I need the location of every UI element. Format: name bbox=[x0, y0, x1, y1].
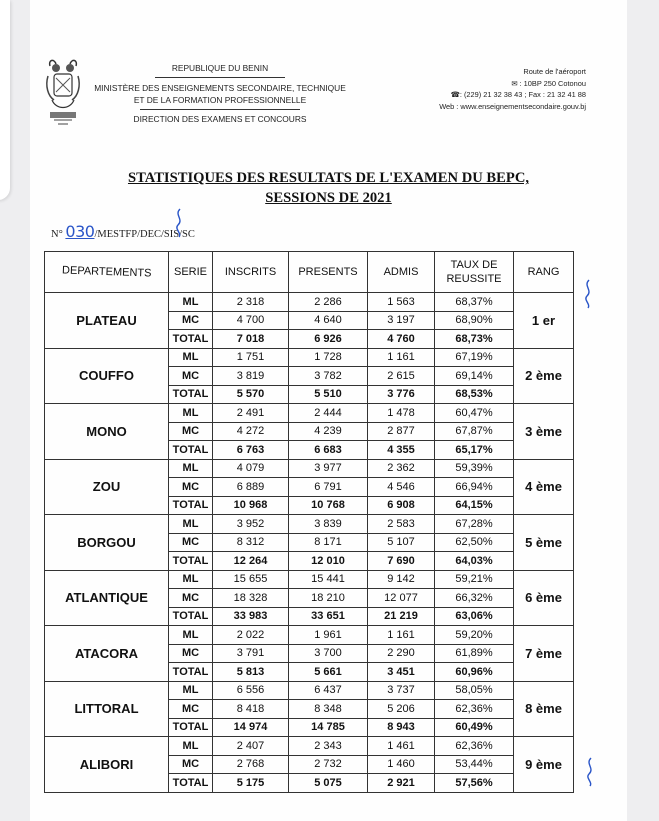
cell-presents: 2 286 bbox=[289, 293, 368, 312]
cell-serie: MC bbox=[169, 478, 213, 497]
cell-inscrits: 1 751 bbox=[213, 348, 289, 367]
cell-inscrits: 2 407 bbox=[213, 737, 289, 756]
reference-handwritten-number: 030 bbox=[65, 222, 95, 241]
column-header: SERIE bbox=[169, 252, 213, 293]
reference-suffix: /MESTFP/DEC/SIS/SC bbox=[94, 229, 195, 240]
cell-serie: ML bbox=[169, 681, 213, 700]
cell-presents: 10 768 bbox=[289, 496, 368, 515]
cell-presents: 8 171 bbox=[289, 533, 368, 552]
cell-inscrits: 4 079 bbox=[213, 459, 289, 478]
cell-presents: 6 926 bbox=[289, 330, 368, 349]
signature-mark-icon bbox=[583, 756, 597, 788]
department-rank: 8 ème bbox=[514, 681, 574, 737]
cell-serie: TOTAL bbox=[169, 663, 213, 682]
cell-admis: 1 161 bbox=[368, 348, 435, 367]
document-page bbox=[30, 0, 627, 821]
department-rank: 5 ème bbox=[514, 515, 574, 571]
cell-admis: 2 583 bbox=[368, 515, 435, 534]
cell-serie: MC bbox=[169, 367, 213, 386]
cell-inscrits: 14 974 bbox=[213, 718, 289, 737]
department-rank: 7 ème bbox=[514, 626, 574, 682]
cell-admis: 2 615 bbox=[368, 367, 435, 386]
cell-inscrits: 18 328 bbox=[213, 589, 289, 608]
cell-presents: 12 010 bbox=[289, 552, 368, 571]
cell-inscrits: 6 889 bbox=[213, 478, 289, 497]
cell-admis: 1 478 bbox=[368, 404, 435, 423]
cell-taux: 62,36% bbox=[435, 700, 514, 719]
table-row bbox=[45, 404, 574, 423]
header-rule bbox=[140, 109, 300, 110]
cell-presents: 3 839 bbox=[289, 515, 368, 534]
cell-taux: 57,56% bbox=[435, 774, 514, 793]
cell-inscrits: 2 318 bbox=[213, 293, 289, 312]
cell-taux: 68,90% bbox=[435, 311, 514, 330]
direction-name: DIRECTION DES EXAMENS ET CONCOURS bbox=[133, 113, 307, 124]
department-rank: 3 ème bbox=[514, 404, 574, 460]
results-table bbox=[44, 251, 574, 793]
ministry-header bbox=[70, 62, 370, 125]
ministry-name: MINISTÈRE DES ENSEIGNEMENTS SECONDAIRE, TECHNIQUE bbox=[94, 82, 346, 93]
cell-inscrits: 33 983 bbox=[213, 607, 289, 626]
cell-presents: 2 444 bbox=[289, 404, 368, 423]
department-rank: 4 ème bbox=[514, 459, 574, 515]
cell-presents: 33 651 bbox=[289, 607, 368, 626]
table-row bbox=[45, 459, 574, 478]
cell-admis: 3 451 bbox=[368, 663, 435, 682]
cell-admis: 8 943 bbox=[368, 718, 435, 737]
cell-admis: 5 206 bbox=[368, 700, 435, 719]
cell-presents: 1 961 bbox=[289, 626, 368, 645]
cell-inscrits: 8 312 bbox=[213, 533, 289, 552]
cell-serie: MC bbox=[169, 589, 213, 608]
table-row bbox=[45, 515, 574, 534]
cell-presents: 6 437 bbox=[289, 681, 368, 700]
cell-serie: MC bbox=[169, 311, 213, 330]
cell-serie: MC bbox=[169, 700, 213, 719]
cell-serie: ML bbox=[169, 404, 213, 423]
cell-inscrits: 5 813 bbox=[213, 663, 289, 682]
cell-serie: ML bbox=[169, 737, 213, 756]
cell-presents: 3 700 bbox=[289, 644, 368, 663]
cell-serie: ML bbox=[169, 626, 213, 645]
cell-presents: 2 343 bbox=[289, 737, 368, 756]
cell-serie: ML bbox=[169, 515, 213, 534]
department-rank: 9 ème bbox=[514, 737, 574, 793]
cell-taux: 60,47% bbox=[435, 404, 514, 423]
side-card bbox=[0, 0, 10, 200]
cell-serie: ML bbox=[169, 570, 213, 589]
cell-inscrits: 2 768 bbox=[213, 755, 289, 774]
cell-serie: TOTAL bbox=[169, 552, 213, 571]
cell-admis: 7 690 bbox=[368, 552, 435, 571]
cell-serie: MC bbox=[169, 644, 213, 663]
cell-admis: 3 197 bbox=[368, 311, 435, 330]
cell-taux: 68,37% bbox=[435, 293, 514, 312]
table-row bbox=[45, 681, 574, 700]
cell-presents: 5 075 bbox=[289, 774, 368, 793]
table-row bbox=[45, 348, 574, 367]
table-row bbox=[45, 570, 574, 589]
cell-taux: 59,21% bbox=[435, 570, 514, 589]
cell-presents: 4 239 bbox=[289, 422, 368, 441]
cell-inscrits: 2 022 bbox=[213, 626, 289, 645]
ministry-name-2: ET DE LA FORMATION PROFESSIONNELLE bbox=[133, 95, 307, 105]
cell-admis: 1 460 bbox=[368, 755, 435, 774]
department-name: PLATEAU bbox=[45, 293, 169, 349]
cell-serie: TOTAL bbox=[169, 441, 213, 460]
cell-serie: TOTAL bbox=[169, 774, 213, 793]
cell-inscrits: 7 018 bbox=[213, 330, 289, 349]
cell-inscrits: 2 491 bbox=[213, 404, 289, 423]
cell-admis: 2 362 bbox=[368, 459, 435, 478]
table-header-row bbox=[45, 252, 574, 293]
cell-inscrits: 5 570 bbox=[213, 385, 289, 404]
title-line-2: SESSIONS DE 2021 bbox=[265, 190, 392, 206]
department-name: COUFFO bbox=[45, 348, 169, 404]
column-header: INSCRITS bbox=[213, 252, 289, 293]
column-header: RANG bbox=[514, 252, 574, 293]
cell-presents: 14 785 bbox=[289, 718, 368, 737]
cell-presents: 5 510 bbox=[289, 385, 368, 404]
cell-presents: 6 791 bbox=[289, 478, 368, 497]
department-name: ATLANTIQUE bbox=[45, 570, 169, 626]
cell-admis: 21 219 bbox=[368, 607, 435, 626]
cell-taux: 60,96% bbox=[435, 663, 514, 682]
department-rank: 2 ème bbox=[514, 348, 574, 404]
cell-inscrits: 10 968 bbox=[213, 496, 289, 515]
cell-admis: 2 290 bbox=[368, 644, 435, 663]
cell-taux: 67,19% bbox=[435, 348, 514, 367]
mailbox-line: ✉ : 10BP 250 Cotonou bbox=[511, 78, 586, 88]
cell-inscrits: 12 264 bbox=[213, 552, 289, 571]
column-header: DEPARTEMENTS bbox=[45, 252, 169, 293]
cell-admis: 4 355 bbox=[368, 441, 435, 460]
cell-presents: 18 210 bbox=[289, 589, 368, 608]
cell-admis: 1 161 bbox=[368, 626, 435, 645]
cell-taux: 68,73% bbox=[435, 330, 514, 349]
cell-taux: 62,36% bbox=[435, 737, 514, 756]
cell-inscrits: 4 700 bbox=[213, 311, 289, 330]
cell-admis: 9 142 bbox=[368, 570, 435, 589]
cell-taux: 66,94% bbox=[435, 478, 514, 497]
department-name: ALIBORI bbox=[45, 737, 169, 793]
cell-serie: MC bbox=[169, 422, 213, 441]
cell-taux: 64,03% bbox=[435, 552, 514, 571]
address-line: Route de l'aéroport bbox=[523, 67, 586, 76]
cell-serie: TOTAL bbox=[169, 385, 213, 404]
table-row bbox=[45, 737, 574, 756]
cell-inscrits: 6 763 bbox=[213, 441, 289, 460]
table-row bbox=[45, 293, 574, 312]
cell-serie: TOTAL bbox=[169, 330, 213, 349]
cell-admis: 3 776 bbox=[368, 385, 435, 404]
cell-presents: 3 977 bbox=[289, 459, 368, 478]
cell-admis: 6 908 bbox=[368, 496, 435, 515]
cell-admis: 1 563 bbox=[368, 293, 435, 312]
cell-inscrits: 4 272 bbox=[213, 422, 289, 441]
column-header: TAUX DE REUSSITE bbox=[435, 252, 514, 293]
cell-serie: TOTAL bbox=[169, 718, 213, 737]
cell-presents: 1 728 bbox=[289, 348, 368, 367]
cell-serie: ML bbox=[169, 293, 213, 312]
cell-taux: 66,32% bbox=[435, 589, 514, 608]
phone-line: ☎: (229) 21 32 38 43 ; Fax : 21 32 41 88 bbox=[450, 90, 586, 99]
department-rank: 6 ème bbox=[514, 570, 574, 626]
cell-inscrits: 3 791 bbox=[213, 644, 289, 663]
cell-taux: 64,15% bbox=[435, 496, 514, 515]
header-rule bbox=[155, 77, 285, 78]
cell-taux: 61,89% bbox=[435, 644, 514, 663]
department-name: MONO bbox=[45, 404, 169, 460]
cell-taux: 65,17% bbox=[435, 441, 514, 460]
cell-inscrits: 3 952 bbox=[213, 515, 289, 534]
cell-serie: MC bbox=[169, 533, 213, 552]
reference-prefix: N° bbox=[51, 229, 63, 240]
department-name: ATACORA bbox=[45, 626, 169, 682]
cell-presents: 2 732 bbox=[289, 755, 368, 774]
signature-mark-icon bbox=[172, 207, 186, 239]
title-line-1: STATISTIQUES DES RESULTATS DE L'EXAMEN DU BEPC, bbox=[127, 170, 530, 186]
cell-presents: 3 782 bbox=[289, 367, 368, 386]
cell-admis: 2 921 bbox=[368, 774, 435, 793]
cell-taux: 67,87% bbox=[435, 422, 514, 441]
cell-admis: 3 737 bbox=[368, 681, 435, 700]
column-header: ADMIS bbox=[368, 252, 435, 293]
cell-taux: 63,06% bbox=[435, 607, 514, 626]
cell-inscrits: 8 418 bbox=[213, 700, 289, 719]
contact-block bbox=[366, 66, 586, 112]
cell-inscrits: 3 819 bbox=[213, 367, 289, 386]
cell-taux: 59,39% bbox=[435, 459, 514, 478]
cell-taux: 67,28% bbox=[435, 515, 514, 534]
cell-taux: 68,53% bbox=[435, 385, 514, 404]
cell-taux: 59,20% bbox=[435, 626, 514, 645]
cell-inscrits: 15 655 bbox=[213, 570, 289, 589]
cell-admis: 4 546 bbox=[368, 478, 435, 497]
department-name: ZOU bbox=[45, 459, 169, 515]
website-line: Web : www.enseignementsecondaire.gouv.bj bbox=[439, 101, 586, 111]
signature-mark-icon bbox=[581, 278, 595, 310]
cell-taux: 62,50% bbox=[435, 533, 514, 552]
cell-admis: 12 077 bbox=[368, 589, 435, 608]
department-name: LITTORAL bbox=[45, 681, 169, 737]
cell-taux: 60,49% bbox=[435, 718, 514, 737]
cell-serie: TOTAL bbox=[169, 607, 213, 626]
department-name: BORGOU bbox=[45, 515, 169, 571]
cell-inscrits: 5 175 bbox=[213, 774, 289, 793]
cell-presents: 5 661 bbox=[289, 663, 368, 682]
cell-presents: 4 640 bbox=[289, 311, 368, 330]
cell-taux: 69,14% bbox=[435, 367, 514, 386]
cell-serie: ML bbox=[169, 348, 213, 367]
cell-admis: 5 107 bbox=[368, 533, 435, 552]
cell-serie: MC bbox=[169, 755, 213, 774]
cell-presents: 15 441 bbox=[289, 570, 368, 589]
cell-inscrits: 6 556 bbox=[213, 681, 289, 700]
cell-serie: ML bbox=[169, 459, 213, 478]
republic-name: REPUBLIQUE DU BENIN bbox=[171, 63, 269, 73]
cell-presents: 8 348 bbox=[289, 700, 368, 719]
cell-admis: 2 877 bbox=[368, 422, 435, 441]
cell-admis: 1 461 bbox=[368, 737, 435, 756]
cell-taux: 53,44% bbox=[435, 755, 514, 774]
cell-admis: 4 760 bbox=[368, 330, 435, 349]
cell-taux: 58,05% bbox=[435, 681, 514, 700]
department-rank: 1 er bbox=[514, 293, 574, 349]
cell-serie: TOTAL bbox=[169, 496, 213, 515]
cell-presents: 6 683 bbox=[289, 441, 368, 460]
column-header: PRESENTS bbox=[289, 252, 368, 293]
document-title bbox=[30, 168, 627, 208]
table-row bbox=[45, 626, 574, 645]
